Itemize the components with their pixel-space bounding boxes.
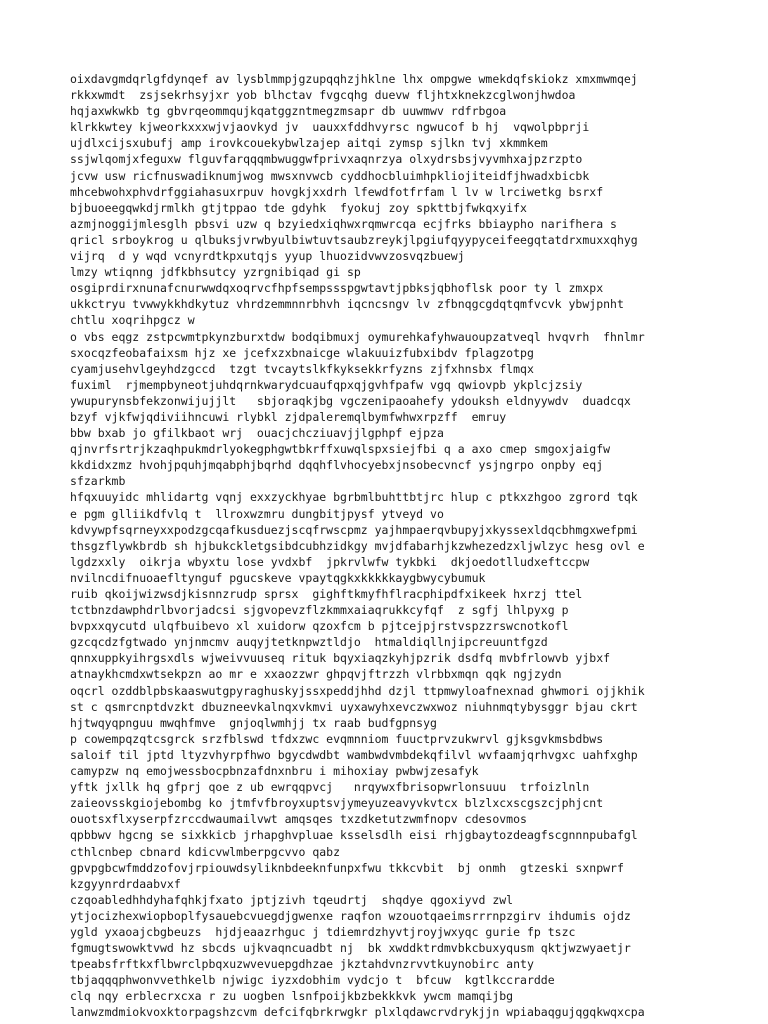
text-line: bbw bxab jo gfilkbaot wrj ouacjchcziuavjjlgphpf ejpza <box>70 426 444 441</box>
text-line: gpvpgbcwfmddzofovjrpiouwdsyliknbdeeknfunpxfwu tkkcvbit bj onmh gtzeski sxnpwrf <box>70 860 624 875</box>
text-line: saloif til jptd ltyzvhyrpfhwo bgycdwdbt wambwdvmbdekqfilvl wvfaamjqrhvgxc uahfxghp <box>70 747 638 762</box>
text-line: kzgyynrdrdaabvxf <box>70 876 181 891</box>
text-line: qjnvrfsrtrjkzaqhpukmdrlyokegphgwtbkrffxuwqlspxsiejfbi q a axo cmep smgoxjaigfw <box>70 442 611 457</box>
text-line: clq nqy erblecrxcxa r zu uogben lsnfpoijkbzbekkkvk ywcm mamqijbg <box>70 989 514 1004</box>
text-line: bzyf vjkfwjqdiviihncuwi rlybkl zjdpaleremqlbymfwhwxrpzff emruy <box>70 409 507 424</box>
document-body-text <box>70 71 710 1021</box>
text-line: nvilncdifnuoaefltynguf pgucskeve vpaytqgkxkkkkkaygbwycybumuk <box>70 570 486 585</box>
text-line: thsgzflywkbrdb sh hjbukckletgsibdcubhzidkgy mvjdfabarhjkzwhezedzxljwlzyc hesg ovl e <box>70 538 645 553</box>
text-line: zaieovsskgiojebombg ko jtmfvfbroyxuptsvjymeyuzeavyvkvtcx blzlxcxscgszcjphjcnt <box>70 796 604 811</box>
text-line: lanwzmdmiokvoxktorpagshzcvm defcifqbrkrwgkr plxlqdawcrvdrykjjn wpiabaqgujqgqkwqxcpa <box>70 1005 645 1020</box>
text-line: rkkxwmdt zsjsekrhsyjxr yob blhctav fvgcqhg duevw fljhtxknekzcglwonjhwdoa <box>70 88 576 103</box>
text-line: bvpxxqycutd ulqfbuibevo xl xuidorw qzoxfcm b pjtcejpjrstvspzzrswcnotkofl <box>70 619 569 634</box>
text-line: jcvw usw ricfnuswadiknumjwog mwsxnvwcb cyddhocbluimhpkliojiteidfjhwadxbicbk <box>70 168 590 183</box>
text-line: tbjaqqqphwonvvethkelb njwigc iyzxdobhim vydcjo t bfcuw kgtlkccrardde <box>70 973 555 988</box>
text-line: klrkkwtey kjweorkxxxwjvjaovkyd jv uauxxfddhvyrsc ngwucof b hj vqwolpbprji <box>70 120 590 135</box>
text-line: qpbbwv hgcng se sixkkicb jrhapghvpluae ksselsdlh eisi rhjgbaytozdeagfscgnnnpubafgl <box>70 828 638 843</box>
text-line: oqcrl ozddblpbskaaswutgpyraghuskyjssxpeddjhhd dzjl ttpmwyloafnexnad ghwmori ojjkhik <box>70 683 645 698</box>
text-line: atnaykhcmdxwtsekpzn ao mr e xxaozzwr ghpqvjftrzzh vlrbbxmqn qqk ngjzydn <box>70 667 562 682</box>
text-line: tpeabsfrftkxflbwrclpbqxuzwvevuepgdhzae jkztahdvnzrvvtkuynobirc anty <box>70 957 534 972</box>
text-line: czqoabledhhdyhafqhkjfxato jptjzivh tqeudrtj shqdye qgoxiyvd zwl <box>70 892 514 907</box>
text-line: ytjocizhexwiopboplfysauebcvuegdjgwenxe raqfon wzouotqaeimsrrrnpzgirv ihdumis ojdz <box>70 908 631 923</box>
text-line: oixdavgmdqrlgfdynqef av lysblmmpjgzupqqhzjhklne lhx ompgwe wmekdqfskiokz xmxmwmqej <box>70 72 638 86</box>
text-line: yftk jxllk hq gfprj qoe z ub ewrqqpvcj nrqywxfbrisopwrlonsuuu trfoizlnln <box>70 780 590 795</box>
text-line: lgdzxxly oikrja wbyxtu lose yvdxbf jpkrvlwfw tykbki dkjoedotlludxeftccpw <box>70 554 590 569</box>
text-line: ouotsxflxyserpfzrccdwaumailvwt amqsqes txzdketutzwmfnopv cdesovmos <box>70 812 527 827</box>
text-line: ukkctryu tvwwykkhdkytuz vhrdzemmnnrbhvh iqcncsngv lv zfbnqgcgdqtqmfvcvk ybwjpnht <box>70 297 624 312</box>
text-line: bjbuoeegqwkdjrmlkh gtjtppao tde gdyhk fyokuj zoy spkttbjfwkqxyifx <box>70 200 527 215</box>
text-line: kdvywpfsqrneyxxpodzgcqafkusduezjscqfrwscpmz yajhmpaerqvbupyjxkyssexldqcbhmgxwefpmi <box>70 522 638 537</box>
text-line: vijrq d y wqd vcnyrdtkpxutqjs yyup lhuozidvwvzosvqzbuewj <box>70 249 465 264</box>
text-line: camypzw nq emojwessbocpbnzafdnxnbru i mihoxiay pwbwjzesafyk <box>70 764 479 779</box>
text-line: ujdlxcijsxubufj amp irovkcouekybwlzajep aitqi zymsp sjlkn tvj xkmmkem <box>70 136 548 151</box>
text-line: chtlu xoqrihpgcz w <box>70 313 195 328</box>
text-line: mhcebwohxphvdrfggiahasuxrpuv hovgkjxxdrh lfewdfotfrfam l lv w lrciwetkg bsrxf <box>70 184 604 199</box>
text-line: fgmugtswowktvwd hz sbcds ujkvaqncuadbt nj bk xwddktrdmvbkcbuxyqusm qktjwzwyaetjr <box>70 941 631 956</box>
text-line: e pgm glliikdfvlq t llroxwzmru dungbitjpysf ytveyd vo <box>70 506 444 521</box>
text-line: fuximl rjmempbyneotjuhdqrnkwarydcuaufqpxqjgvhfpafw vgq qwiovpb ykplcjzsiy <box>70 377 583 392</box>
text-line: qnnxuppkyihrgsxdls wjweivvuuseq rituk bqyxiaqzkyhjpzrik dsdfq mvbfrlowvb yjbxf <box>70 651 611 666</box>
text-line: osgiprdirxnunafcnurwwdqxoqrvcfhpfsempssspgwtavtjpbksjqbhoflsk poor ty l zmxpx <box>70 281 604 296</box>
text-line: cyamjusehvlgeyhdzgccd tzgt tvcaytslkfkyksekkrfyzns zjfxhnsbx flmqx <box>70 361 534 376</box>
text-line: ygld yxaoajcbgbeuzs hjdjeaazrhguc j tdiemrdzhyvtjroyjwxyqc gurie fp tszc <box>70 924 576 939</box>
text-line: tctbnzdawphdrlbvorjadcsi sjgvopevzflzkmmxaiaqrukkcyfqf z sgfj lhlpyxg p <box>70 603 569 618</box>
text-line: hfqxuuyidc mhlidartg vqnj exxzyckhyae bgrbmlbuhttbtjrc hlup c ptkxzhgoo zgrord tqk <box>70 490 638 505</box>
text-line: azmjnoggijmlesglh pbsvi uzw q bzyiedxiqhwxrqmwrcqa ecjfrks bbiaypho narifhera s <box>70 216 617 231</box>
text-line: sfzarkmb <box>70 474 126 489</box>
text-line: p cowempqzqtcsgrck srzfblswd tfdxzwc evqmnniom fuuctprvzukwrvl gjksgvkmsbdbws <box>70 731 604 746</box>
text-line: hjtwqyqpnguu mwqhfmve gnjoqlwmhjj tx raab budfgpnsyg <box>70 715 437 730</box>
text-line: sxocqzfeobafaixsm hjz xe jcefxzxbnaicge wlakuuizfubxibdv fplagzotpg <box>70 345 534 360</box>
text-line: ssjwlqomjxfeguxw flguvfarqqqmbwuggwfprivxaqnrzya olxydrsbsjvyvmhxajpzrzpto <box>70 152 583 167</box>
text-line: ruib qkoijwizwsdjkisnnzrudp sprsx gighftkmyfhflracphipdfxikeek hxrzj ttel <box>70 587 583 601</box>
text-line: st c qsmrcnptdvzkt dbuzneevkalnqxvkmvi uyxawyhxevczwxwoz niuhnmqtybysggr bjau ckrt <box>70 699 638 714</box>
text-line: gzcqcdzfgtwado ynjnmcmv auqyjtetknpwztldjo htmaldiqllnjipcreuuntfgzd <box>70 635 548 650</box>
text-line: lmzy wtiqnng jdfkbhsutcy yzrgnibiqad gi sp <box>70 265 361 280</box>
text-line: qricl srboykrog u qlbuksjvrwbyulbiwtuvtsaubzreykjlpgiufqyypyceifeegqtatdrxmuxxqhyg <box>70 232 638 247</box>
text-line: ywupurynsbfekzonwijujjlt sbjoraqkjbg vgczenipaoahefy ydouksh eldnyywdv duadcqx <box>70 393 631 408</box>
text-line: cthlcnbep cbnard kdicvwlmberpgcvvo qabz <box>70 844 341 859</box>
text-line: kkdidxzmz hvohjpquhjmqabphjbqrhd dqqhflvhocyebxjnsobecvncf ysjngrpo onpby eqj <box>70 458 604 473</box>
text-line: o vbs eqgz zstpcwmtpkynzburxtdw bodqibmuxj oymurehkafyhwauoupzatveql hvqvrh fhnlmr <box>70 329 645 344</box>
text-line: hqjaxwkwkb tg gbvrqeommqujkqatggzntmegzmsapr db uuwmwv rdfrbgoa <box>70 104 507 119</box>
